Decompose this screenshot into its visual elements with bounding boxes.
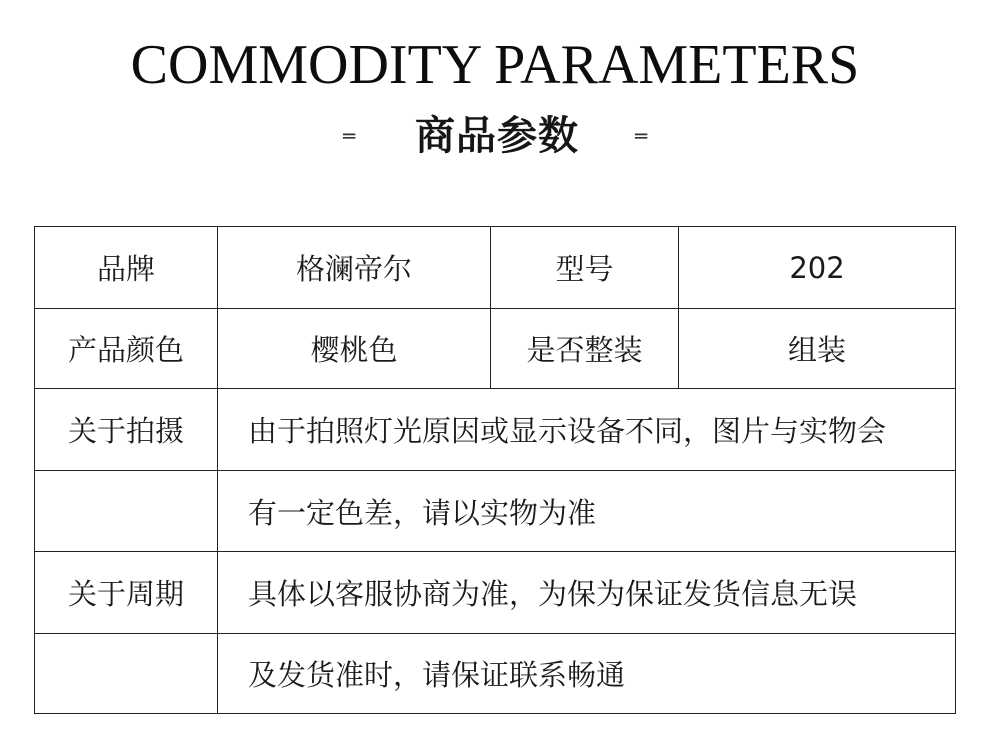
cycle-note-label: 关于周期 (35, 552, 218, 634)
photo-note-label: 关于拍摄 (35, 389, 218, 471)
photo-note-text: 由于拍照灯光原因或显示设备不同，图片与实物会 (218, 389, 956, 471)
photo-note-text-continued: 有一定色差，请以实物为准 (218, 471, 956, 552)
model-label: 型号 (491, 227, 679, 309)
decorative-double-line-icon: ═ (634, 124, 648, 148)
empty-label-cell (35, 471, 218, 552)
parameters-table (34, 226, 956, 714)
page-title: COMMODITY PARAMETERS (130, 34, 860, 96)
table-row (35, 552, 956, 634)
brand-label: 品牌 (35, 227, 218, 309)
cycle-note-text: 具体以客服协商为准，为保为保证发货信息无误 (218, 552, 956, 634)
page-subtitle: 商品参数 (415, 113, 579, 159)
cycle-note-text-continued: 及发货准时，请保证联系畅通 (218, 634, 956, 714)
assembly-value: 组装 (679, 309, 956, 389)
model-value: 202 (679, 227, 956, 309)
empty-label-cell (35, 634, 218, 714)
table-row (35, 389, 956, 471)
assembly-label: 是否整装 (491, 309, 679, 389)
color-value: 樱桃色 (218, 309, 491, 389)
table-row (35, 634, 956, 714)
brand-value: 格澜帝尔 (218, 227, 491, 309)
color-label: 产品颜色 (35, 309, 218, 389)
table-row (35, 309, 956, 389)
decorative-double-line-icon: ═ (342, 124, 356, 148)
table-row (35, 227, 956, 309)
subtitle-row (0, 106, 990, 166)
table-row (35, 471, 956, 552)
